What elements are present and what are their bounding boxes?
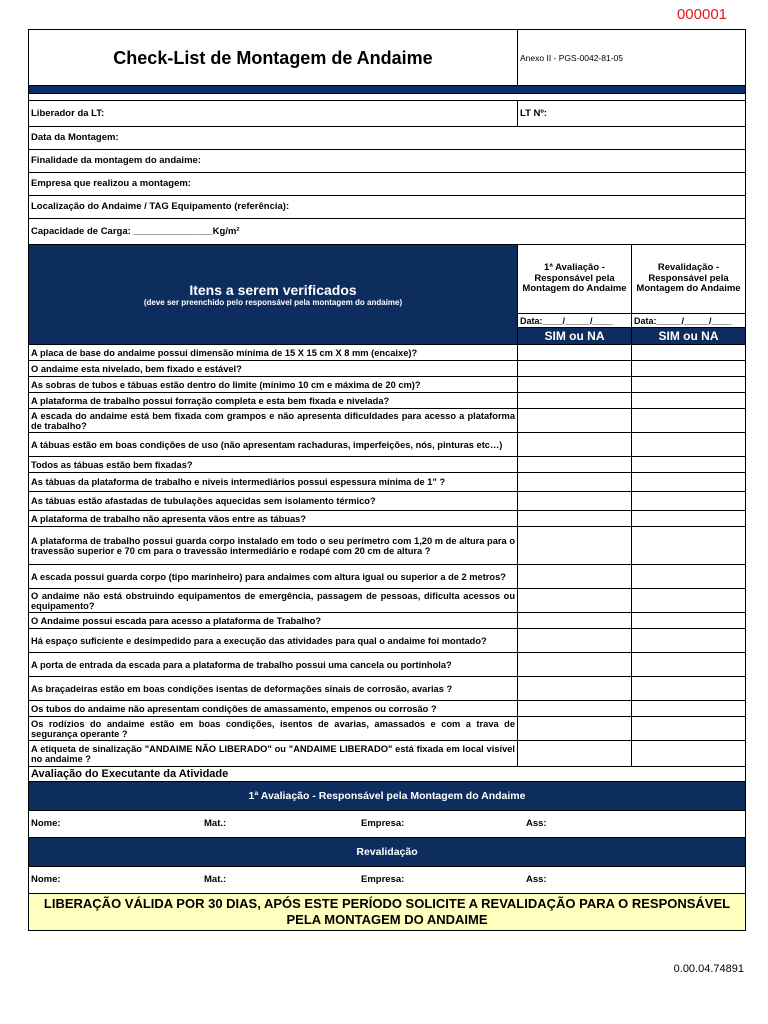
checklist-table [28,6,746,931]
eval1-answer-cell[interactable] [518,433,632,457]
eval2-answer-cell[interactable] [632,377,746,393]
checklist-question: As sobras de tubos e tábuas estão dentro do limite (mínimo 10 cm e máxima de 20 cm)? [29,377,518,393]
checklist-row [29,717,746,741]
checklist-row [29,492,746,511]
eval1-answer-cell[interactable] [518,701,632,717]
header-divider [29,86,746,94]
items-header-title: Itens a serem verificados [189,281,357,298]
header-spacer [29,94,746,101]
eval1-signature-row [29,811,746,838]
eval1-answer-cell[interactable] [518,361,632,377]
checklist-question: Há espaço suficiente e desimpedido para a execução das atividades para qual o andaime foi montado? [29,629,518,653]
eval1-nome-label[interactable]: Nome: [31,818,61,829]
checklist-question: A tábuas estão em boas condições de uso (não apresentam rachaduras, imperfeições, nós, pinturas etc…) [29,433,518,457]
eval2-header: Revalidação - Responsável pela Montagem do Andaime [632,245,746,314]
eval2-answer-cell[interactable] [632,409,746,433]
checklist-question: As tábuas estão afastadas de tubulações aquecidas sem isolamento térmico? [29,492,518,511]
eval1-date[interactable]: Data:____/_____/____ [518,314,632,328]
eval1-answer-cell[interactable] [518,527,632,565]
checklist-row [29,409,746,433]
checklist-question: A plataforma de trabalho possui guarda corpo instalado em todo o seu perímetro com 1,20 m de altura para o travessão superior e 70 cm para o travessão intermediário e rodapé com 20 cm de altura ? [29,527,518,565]
reval-ass-label[interactable]: Ass: [526,874,547,885]
eval1-answer-cell[interactable] [518,492,632,511]
items-header-subtitle: (deve ser preenchido pelo responsável pela montagem do andaime) [143,297,403,307]
checklist-items [29,345,746,767]
eval2-date[interactable]: Data:_____/_____/____ [632,314,746,328]
footer-code: 0.00.04.74891 [673,963,744,975]
checklist-question: A escada do andaime está bem fixada com grampos e não apresenta dificuldades para acesso a plataforma de trabalho? [29,409,518,433]
eval1-answer-cell[interactable] [518,511,632,527]
eval1-answer-cell[interactable] [518,565,632,589]
checklist-row [29,377,746,393]
data-montagem-field[interactable]: Data da Montagem: [29,127,746,150]
checklist-row [29,589,746,613]
eval2-answer-cell[interactable] [632,613,746,629]
checklist-question: As tábuas da plataforma de trabalho e níveis intermediários possui espessura mínima de 1" ? [29,473,518,492]
checklist-question: O andaime não está obstruindo equipamentos de emergência, passagem de pessoas, dificulta acessos ou equipamento? [29,589,518,613]
eval2-answer-cell[interactable] [632,433,746,457]
eval1-answer-cell[interactable] [518,345,632,361]
checklist-row [29,361,746,377]
eval2-answer-cell[interactable] [632,701,746,717]
checklist-question: Os rodízios do andaime estão em boas condições, isentos de avarias, amassados e com a trava de segurança operante ? [29,717,518,741]
eval2-answer-cell[interactable] [632,741,746,767]
checklist-row [29,741,746,767]
checklist-row [29,677,746,701]
eval1-answer-cell[interactable] [518,629,632,653]
capacidade-field[interactable]: Capacidade de Carga: _______________Kg/m² [29,219,746,245]
eval2-answer-cell[interactable] [632,511,746,527]
checklist-question: O andaime esta nivelado, bem fixado e estável? [29,361,518,377]
checklist-question: As braçadeiras estão em boas condições isentas de deformações sinais de corrosão, avarias ? [29,677,518,701]
checklist-row [29,613,746,629]
eval1-answer-cell[interactable] [518,457,632,473]
checklist-question: Os tubos do andaime não apresentam condições de amassamento, empenos ou corrosão ? [29,701,518,717]
eval1-answer-cell[interactable] [518,613,632,629]
checklist-row [29,473,746,492]
eval1-header: 1ª Avaliação - Responsável pela Montagem do Andaime [518,245,632,314]
reval-signature-row [29,867,746,894]
checklist-row [29,629,746,653]
checklist-row [29,511,746,527]
eval1-empresa-label[interactable]: Empresa: [361,818,405,829]
checklist-row [29,457,746,473]
finalidade-field[interactable]: Finalidade da montagem do andaime: [29,150,746,173]
validity-notice: LIBERAÇÃO VÁLIDA POR 30 DIAS, APÓS ESTE PERÍODO SOLICITE A REVALIDAÇÃO PARA O RESPONSÁVEL PELA MONTAGEM DO ANDAIME [29,894,746,931]
checklist-row [29,433,746,457]
document-title: Check-List de Montagem de Andaime [29,30,518,86]
checklist-row [29,393,746,409]
eval1-answer-cell[interactable] [518,589,632,613]
checklist-question: A escada possui guarda corpo (tipo marinheiro) para andaimes com altura igual ou superior a de 2 metros? [29,565,518,589]
eval2-answer-cell[interactable] [632,361,746,377]
eval2-simna: SIM ou NA [632,328,746,345]
items-header [29,245,518,345]
eval2-answer-cell[interactable] [632,677,746,701]
checklist-question: A porta de entrada da escada para a plataforma de trabalho possui uma cancela ou portinhola? [29,653,518,677]
eval1-answer-cell[interactable] [518,677,632,701]
eval2-answer-cell[interactable] [632,527,746,565]
checklist-question: A etiqueta de sinalização "ANDAIME NÃO LIBERADO" ou "ANDAIME LIBERADO" está fixada em local visível no andaime ? [29,741,518,767]
annex-cell [518,6,746,86]
eval1-answer-cell[interactable] [518,653,632,677]
eval2-answer-cell[interactable] [632,457,746,473]
checklist-question: A plataforma de trabalho não apresenta vãos entre as tábuas? [29,511,518,527]
checklist-sheet [28,6,745,931]
revalidacao-bar: Revalidação [29,838,746,867]
eval2-answer-cell[interactable] [632,473,746,492]
eval1-answer-cell[interactable] [518,409,632,433]
eval2-answer-cell[interactable] [632,589,746,613]
eval1-answer-cell[interactable] [518,717,632,741]
localizacao-field[interactable]: Localização do Andaime / TAG Equipamento (referência): [29,196,746,219]
eval1-answer-cell[interactable] [518,473,632,492]
executante-section-title: Avaliação do Executante da Atividade [29,767,746,782]
eval1-mat-label[interactable]: Mat.: [204,818,227,829]
eval2-answer-cell[interactable] [632,345,746,361]
checklist-question: A plataforma de trabalho possui forração completa e esta bem fixada e nivelada? [29,393,518,409]
reval-empresa-label[interactable]: Empresa: [361,874,405,885]
eval1-answer-cell[interactable] [518,377,632,393]
eval2-answer-cell[interactable] [632,717,746,741]
checklist-row [29,701,746,717]
checklist-question: O Andaime possui escada para acesso a plataforma de Trabalho? [29,613,518,629]
checklist-row [29,565,746,589]
empresa-field[interactable]: Empresa que realizou a montagem: [29,173,746,196]
eval2-answer-cell[interactable] [632,629,746,653]
serial-number: 000001 [676,6,728,23]
eval2-answer-cell[interactable] [632,565,746,589]
liberador-field[interactable]: Liberador da LT: [29,101,518,127]
eval1-bar: 1ª Avaliação - Responsável pela Montagem do Andaime [29,782,746,811]
annex-code: Anexo II - PGS-0042-81-05 [520,52,624,63]
reval-mat-label[interactable]: Mat.: [204,874,227,885]
reval-nome-label[interactable]: Nome: [31,874,61,885]
checklist-row [29,527,746,565]
checklist-question: Todos as tábuas estão bem fixadas? [29,457,518,473]
lt-number-field[interactable]: LT Nº: [518,101,746,127]
eval2-answer-cell[interactable] [632,492,746,511]
eval1-simna: SIM ou NA [518,328,632,345]
checklist-question: A placa de base do andaime possui dimensão mínima de 15 X 15 cm X 8 mm (encaixe)? [29,345,518,361]
eval1-answer-cell[interactable] [518,741,632,767]
eval2-answer-cell[interactable] [632,653,746,677]
checklist-row [29,653,746,677]
checklist-row [29,345,746,361]
eval1-answer-cell[interactable] [518,393,632,409]
eval1-ass-label[interactable]: Ass: [526,818,547,829]
eval2-answer-cell[interactable] [632,393,746,409]
